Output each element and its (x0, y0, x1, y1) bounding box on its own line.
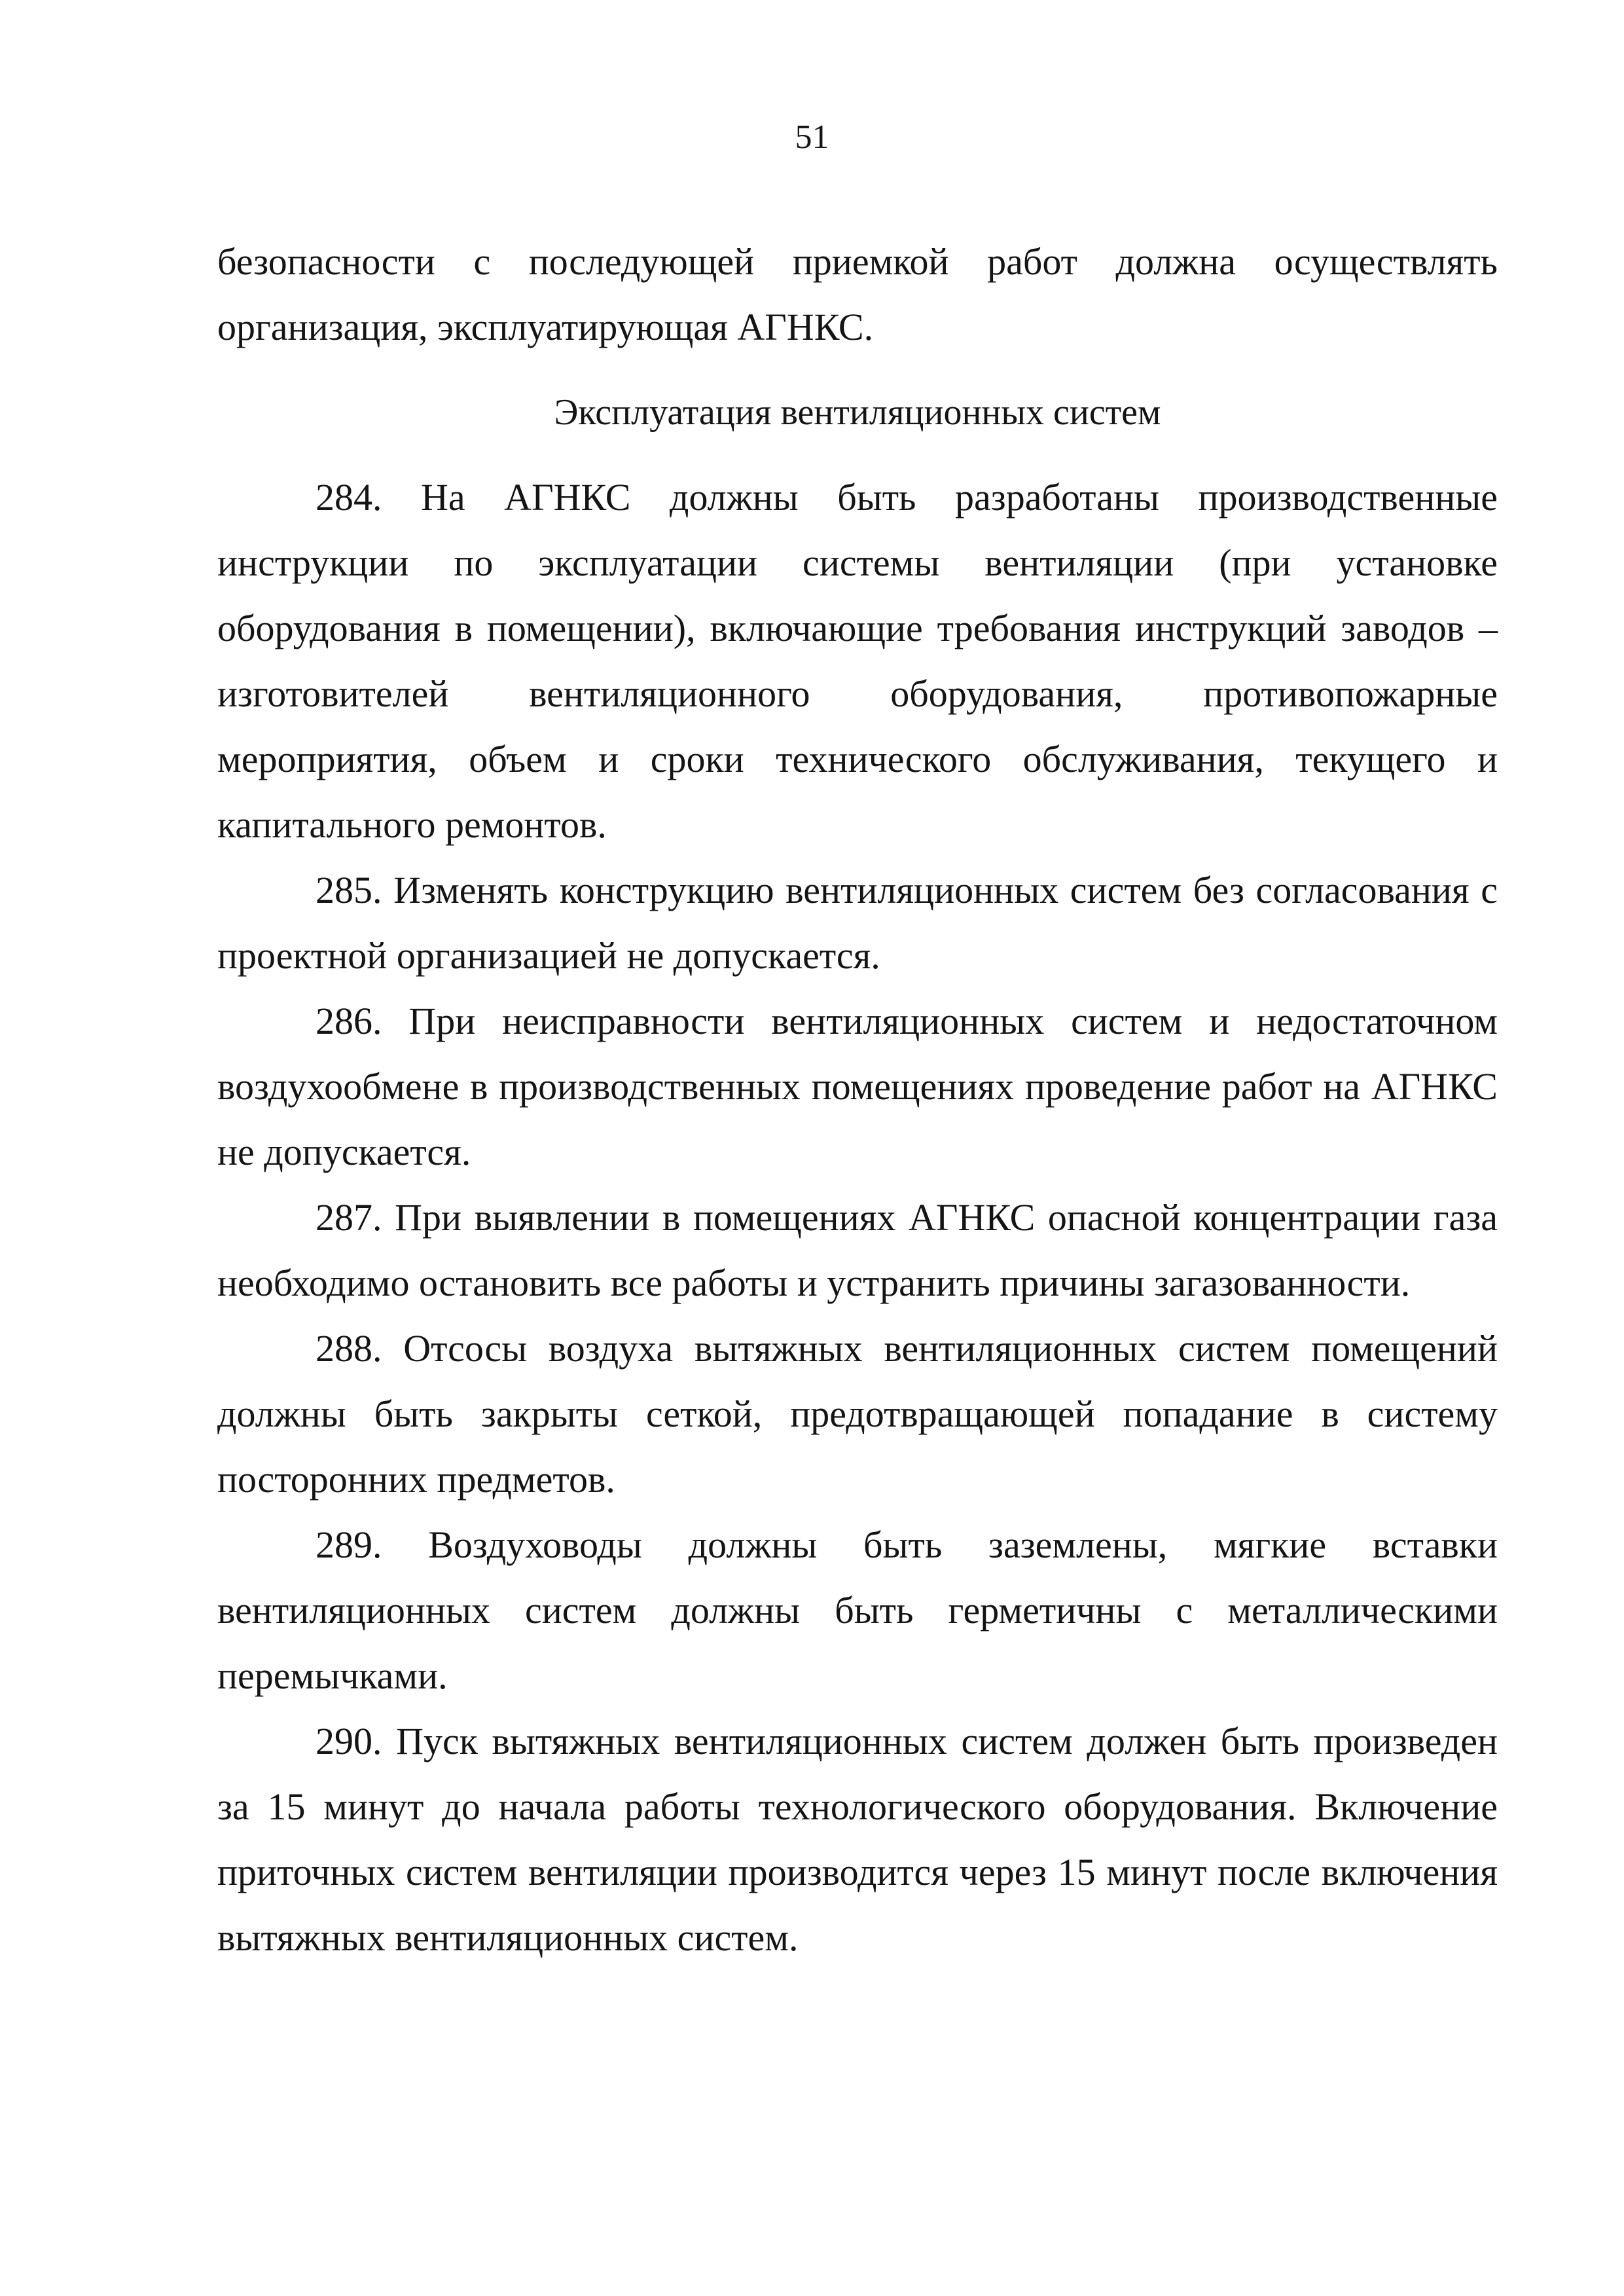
paragraph-288: 288. Отсосы воздуха вытяжных вентиляционных систем помещений должны быть закрыты сеткой, предотвращающей попадание в систему посторонних предметов. (217, 1327, 1498, 1501)
page-number: 51 (795, 118, 829, 156)
paragraph-285: 285. Изменять конструкцию вентиляционных систем без согласования с проектной организацией не допускается. (217, 869, 1498, 977)
paragraph-287: 287. При выявлении в помещениях АГНКС опасной концентрации газа необходимо остановить все работы и устранить причины загазованности. (217, 1196, 1498, 1304)
paragraph-289: 289. Воздуховоды должны быть заземлены, мягкие вставки вентиляционных систем должны быть герметичны с металлическими перемычками. (217, 1523, 1498, 1697)
document-body (217, 229, 1498, 1971)
paragraph-284: 284. На АГНКС должны быть разработаны производственные инструкции по эксплуатации системы вентиляции (при установке оборудования в помещении), включающие требования инструкций заводов – изготовителей вентиляционного оборудования, противопожарные мероприятия, объем и сроки технического обслуживания, текущего и капитального ремонтов. (217, 476, 1498, 846)
paragraph-290: 290. Пуск вытяжных вентиляционных систем должен быть произведен за 15 минут до начала работы технологического оборудования. Включение приточных систем вентиляции производится через 15 минут после включения вытяжных вентиляционных систем. (217, 1720, 1498, 1959)
section-heading: Эксплуатация вентиляционных систем (554, 392, 1161, 433)
continuation-paragraph: безопасности с последующей приемкой работ должна осуществлять организация, эксплуатирующая АГНКС. (217, 240, 1498, 348)
paragraph-286: 286. При неисправности вентиляционных систем и недостаточном воздухообмене в производственных помещениях проведение работ на АГНКС не допускается. (217, 1000, 1498, 1173)
